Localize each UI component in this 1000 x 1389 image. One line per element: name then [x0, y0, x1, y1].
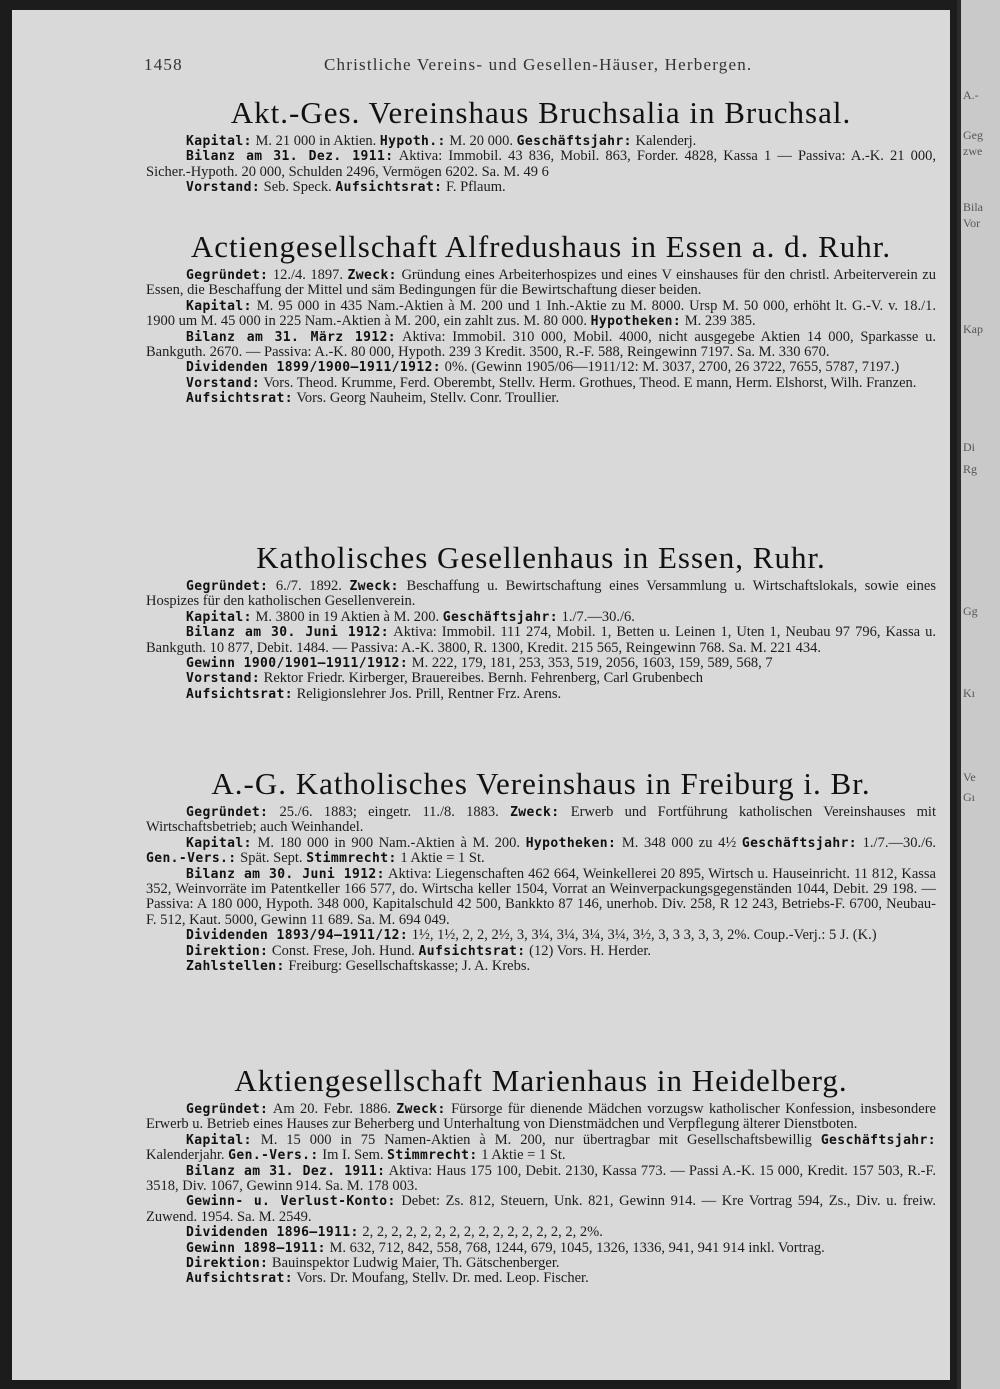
- field-label: Vorstand:: [186, 375, 261, 391]
- adjacent-page-fragment: A.-: [963, 88, 979, 102]
- field-label: Gegründet:: [186, 805, 269, 820]
- field-text: M. 222, 179, 181, 253, 353, 519, 2056, 1603, 159, 589, 568, 7: [408, 655, 773, 672]
- field-label: Gewinn 1900/1901—1911/1912:: [186, 656, 409, 672]
- page-number: 1458: [144, 55, 183, 74]
- field-label: Aufsichtsrat:: [186, 1271, 293, 1287]
- field-label: Hypotheken:: [525, 835, 617, 851]
- company-entry-alfredushaus: [146, 228, 936, 407]
- entry-paragraph: [146, 376, 936, 391]
- field-text: M. 348 000 zu 4½: [616, 834, 742, 851]
- field-label: Bilanz am 31. Dez. 1911:: [186, 149, 394, 165]
- field-label: Kapital:: [186, 134, 252, 149]
- field-label: Bilanz am 31. Dez. 1911:: [186, 1163, 386, 1179]
- field-text: Const. Frese, Joh. Hund.: [268, 942, 419, 959]
- field-label: Kapital:: [186, 609, 252, 625]
- adjacent-page-fragment: zwe: [963, 144, 983, 158]
- field-label: Gegründet:: [186, 268, 269, 283]
- field-label: Kapital:: [186, 1132, 252, 1148]
- field-text: Vors. Theod. Krumme, Ferd. Oberembt, Stellv. Herm. Grothues, Theod. E mann, Herm. Elshorst, Wilh. Franzen.: [260, 374, 917, 391]
- field-text: Beschaffung u. Bewirtschaftung eines Versammlung u. Wirtschaftslokals, sowie eines Hospizes für den katholischen Gesellenverein.: [146, 578, 936, 610]
- entry-paragraph: [146, 805, 936, 836]
- entry-paragraph: [146, 1133, 936, 1164]
- company-title: Aktiengesellschaft Marienhaus in Heidelberg.: [234, 1063, 848, 1098]
- field-text: Aktiva: Immobil. 43 836, Mobil. 863, Forder. 4828, Kassa 1 — Passiva: A.-K. 21 000, Sicher.-Hypoth. 20 000, Schulden 2496, Vermögen 6202. Sa. M. 49 6: [146, 148, 936, 180]
- field-label: Bilanz am 31. März 1912:: [186, 329, 397, 345]
- field-label: Kapital:: [186, 298, 252, 314]
- adjacent-page-fragment: Gı: [963, 790, 975, 804]
- field-text: 1½, 1½, 2, 2, 2½, 3, 3¼, 3¼, 3¼, 3¼, 3½, 3, 3 3, 3, 3, 2%. Coup.-Verj.: 5 J. (K.): [408, 927, 877, 944]
- adjacent-page-fragments: [963, 0, 999, 1389]
- field-label: Geschäftsjahr:: [741, 835, 858, 851]
- field-label: Aufsichtsrat:: [335, 180, 443, 196]
- field-text: M. 180 000 in 900 Nam.-Aktien à M. 200.: [251, 834, 526, 851]
- field-label: Zweck:: [396, 1102, 446, 1117]
- field-label: Gewinn- u. Verlust-Konto:: [186, 1194, 396, 1210]
- entry-paragraph: [146, 330, 936, 361]
- field-text: M. 15 000 in 75 Namen-Aktien à M. 200, nur übertragbar mit Gesellschaftsbewillig: [251, 1131, 821, 1148]
- field-label: Vorstand:: [186, 180, 261, 196]
- entry-paragraph: [146, 299, 936, 330]
- field-label: Stimmrecht:: [306, 851, 397, 867]
- adjacent-page-fragment: Kı: [963, 686, 975, 700]
- entry-paragraph: [146, 134, 936, 149]
- field-label: Gewinn 1898—1911:: [186, 1240, 326, 1256]
- field-text: Aktiva: Immobil. 310 000, Mobil. 4000, nicht ausgegebe Aktien 14 000, Sparkasse u. Bankguth. 2670. — Passiva: A.-K. 80 000, Hypoth. 239 3 Kredit. 3500, R.-F. 588, Reingewinn 7197. Sa. M. 330 670.: [146, 328, 936, 361]
- adjacent-page-fragment: Bila: [963, 200, 983, 214]
- field-text: 1 Aktie = 1 St.: [396, 850, 485, 867]
- field-text: (12) Vors. H. Herder.: [525, 942, 651, 959]
- entry-paragraph: [146, 836, 936, 867]
- entry-paragraph: [146, 928, 936, 943]
- entry-paragraph: [146, 1256, 936, 1271]
- field-label: Zweck:: [349, 579, 399, 594]
- entry-paragraph: [146, 1271, 936, 1286]
- field-text: Kalenderj.: [631, 133, 697, 149]
- field-label: Gegründet:: [186, 1102, 269, 1117]
- adjacent-page-fragment: Ve: [963, 770, 976, 784]
- field-label: Dividenden 1896—1911:: [186, 1225, 359, 1241]
- company-title: Akt.-Ges. Vereinshaus Bruchsalia in Bruchsal.: [230, 95, 852, 130]
- field-label: Gen.-Vers.:: [228, 1148, 319, 1164]
- field-text: 2, 2, 2, 2, 2, 2, 2, 2, 2, 2, 2, 2, 2, 2, 2, 2%.: [358, 1224, 603, 1241]
- field-text: Vors. Georg Nauheim, Stellv. Conr. Troullier.: [292, 390, 560, 407]
- adjacent-page-fragment: Gg: [963, 604, 978, 618]
- entry-paragraph: [146, 391, 936, 406]
- field-text: Aktiva: Liegenschaften 462 664, Weinkellerei 20 895, Wirtsch u. Hauseinricht. 11 812, Kassa 352, Weinvorräte im Patentkeller 166 577, do. Wirtscha keller 1504, Vorrat an Weinverpackungsgegenständen 1044, Debit. 29 198. — Passiva: A 180 000, Hypoth. 348 000, Kapitalschuld 42 500, Bankkto 87 146, unerhob. Div. 258, R 12 243, Betriebs-F. 6700, Neubau-F. 512, Kaut. 5000, Gewinn 11 689. Sa. M. 694 049.: [146, 865, 936, 928]
- field-label: Gegründet:: [186, 579, 269, 594]
- field-label: Kapital:: [186, 835, 252, 851]
- adjacent-page-fragment: Rg: [963, 462, 978, 476]
- field-label: Hypoth.:: [379, 134, 446, 149]
- field-text: Rektor Friedr. Kirberger, Brauereibes. Bernh. Fehrenberg, Carl Grubenbech: [260, 670, 704, 687]
- field-label: Bilanz am 30. Juni 1912:: [186, 625, 390, 641]
- entry-paragraph: [146, 268, 936, 299]
- entry-body: [146, 579, 936, 702]
- field-label: Dividenden 1899/1900—1911/1912:: [186, 360, 442, 376]
- company-entry-vereinshaus-freiburg: [146, 765, 936, 974]
- field-label: Direktion:: [186, 943, 269, 959]
- field-text: M. 632, 712, 842, 558, 768, 1244, 679, 1045, 1326, 1336, 941, 941 914 inkl. Vortrag.: [325, 1239, 825, 1256]
- entry-paragraph: [146, 579, 936, 610]
- field-text: M. 239 385.: [681, 313, 756, 330]
- adjacent-page-fragment: Di: [963, 440, 975, 454]
- field-text: 1./7.—30./6.: [857, 834, 936, 851]
- entry-paragraph: [146, 1241, 936, 1256]
- field-label: Aufsichtsrat:: [186, 686, 293, 702]
- field-label: Geschäftsjahr:: [820, 1132, 936, 1148]
- field-text: M. 20 000.: [445, 133, 517, 149]
- field-text: 1./7.—30./6.: [557, 608, 635, 625]
- field-text: Erwerb und Fortführung katholischen Vereinshauses mit Wirtschaftsbetrieb; auch Weinhandel.: [146, 804, 936, 836]
- entry-paragraph: [146, 656, 936, 671]
- field-text: 1 Aktie = 1 St.: [477, 1147, 566, 1164]
- field-text: Am 20. Febr. 1886.: [268, 1101, 397, 1117]
- entry-paragraph: [146, 360, 936, 375]
- field-label: Aufsichtsrat:: [418, 943, 526, 959]
- field-text: Aktiva: Immobil. 111 274, Mobil. 1, Betten u. Leinen 1, Uten 1, Neubau 97 796, Kassa u. Bankguth. 10 877, Debit. 1484. — Passiva: A.-K. 3800, R. 1300, Kredit. 215 565, Reingewinn 768. Sa. M. 221 434.: [146, 624, 936, 656]
- adjacent-page-fragment: Geg: [963, 128, 983, 142]
- field-text: M. 21 000 in Aktien.: [251, 133, 380, 149]
- field-text: Spät. Sept.: [236, 850, 307, 867]
- company-title: A.-G. Katholisches Vereinshaus in Freiburg i. Br.: [211, 766, 871, 801]
- field-text: Religionslehrer Jos. Prill, Rentner Frz. Arens.: [292, 685, 562, 702]
- entry-paragraph: [146, 610, 936, 625]
- field-text: Bauinspektor Ludwig Maier, Th. Gätschenberger.: [268, 1255, 560, 1272]
- field-label: Geschäftsjahr:: [516, 134, 632, 149]
- company-entry-bruchsalia: [146, 94, 936, 196]
- company-title: Katholisches Gesellenhaus in Essen, Ruhr.: [256, 540, 826, 575]
- field-label: Aufsichtsrat:: [186, 391, 293, 407]
- field-label: Stimmrecht:: [387, 1148, 478, 1164]
- entry-paragraph: [146, 687, 936, 702]
- field-text: Im I. Sem.: [318, 1147, 388, 1164]
- field-text: Fürsorge für dienende Mädchen vorzugsw katholischer Konfession, insbesondere Erwerb u. Betrieb eines Hauses zur Beherberg und Unterhaltung von Dienstmädchen und Verpflegung älterer Dienstboten.: [146, 1101, 936, 1133]
- field-label: Zweck:: [510, 805, 560, 820]
- field-label: Direktion:: [186, 1256, 269, 1272]
- field-label: Vorstand:: [186, 671, 261, 687]
- field-text: 0%. (Gewinn 1905/06—1911/12: M. 3037, 2700, 26 3722, 7655, 5787, 7197.): [441, 359, 900, 376]
- entry-paragraph: [146, 867, 936, 929]
- field-text: Seb. Speck.: [260, 179, 336, 196]
- field-text: Freiburg: Gesellschaftskasse; J. A. Krebs.: [284, 958, 531, 975]
- field-label: Geschäftsjahr:: [442, 609, 558, 625]
- entry-paragraph: [146, 1225, 936, 1240]
- adjacent-page-fragment: Kap: [963, 322, 983, 336]
- running-head-title: Christliche Vereins- und Gesellen-Häuser, Herbergen.: [324, 55, 753, 74]
- field-text: M. 95 000 in 435 Nam.-Aktien à M. 200 und 1 Inh.-Aktie zu M. 8000. Ursp M. 50 000, erhöht lt. G.-V. v. 18./1. 1900 um M. 45 000 in 225 Nam.-Aktien à M. 200, ein zahlt zus. M. 80 000.: [146, 297, 936, 330]
- field-text: M. 3800 in 19 Aktien à M. 200.: [251, 608, 443, 625]
- entry-paragraph: [146, 959, 936, 974]
- entry-paragraph: [146, 625, 936, 656]
- field-text: Aktiva: Haus 175 100, Debit. 2130, Kassa 773. — Passi A.-K. 15 000, Kredit. 157 503, R.-F. 3518, Div. 1067, Gewinn 914. Sa. M. 178 003.: [146, 1162, 936, 1195]
- entry-paragraph: [146, 149, 936, 180]
- field-text: 6./7. 1892.: [268, 578, 350, 594]
- entry-paragraph: [146, 671, 936, 686]
- field-label: Bilanz am 30. Juni 1912:: [186, 866, 385, 882]
- field-label: Gen.-Vers.:: [146, 851, 237, 867]
- field-text: 12./4. 1897.: [268, 267, 348, 283]
- company-title: Actiengesellschaft Alfredushaus in Essen a. d. Ruhr.: [190, 229, 892, 264]
- company-entry-marienhaus-heidelberg: [146, 1062, 936, 1287]
- field-text: Kalenderjahr.: [146, 1147, 229, 1164]
- field-label: Zahlstellen:: [186, 959, 285, 975]
- entry-body: [146, 134, 936, 196]
- field-text: Debet: Zs. 812, Steuern, Unk. 821, Gewinn 914. — Kre Vortrag 594, Zs., Div. u. freiw. Zuwend. 1954. Sa. M. 2549.: [146, 1193, 937, 1225]
- field-label: Dividenden 1893/94—1911/12:: [186, 928, 409, 944]
- entry-paragraph: [146, 180, 936, 195]
- entry-paragraph: [146, 944, 936, 959]
- entry-paragraph: [146, 1164, 936, 1195]
- entry-paragraph: [146, 1194, 936, 1225]
- adjacent-page-edge: [957, 0, 1000, 1389]
- field-label: Zweck:: [347, 268, 397, 283]
- entry-body: [146, 1102, 936, 1287]
- entry-body: [146, 268, 936, 407]
- field-text: Gründung eines Arbeiterhospizes und eines V einshauses für den christl. Arbeiterverein zu Essen, die Beschaffung der Mittel und säm Bedingungen für die Bewirtschaftung dieser beiden.: [146, 267, 936, 299]
- entry-body: [146, 805, 936, 974]
- field-label: Hypotheken:: [590, 314, 682, 330]
- field-text: Vors. Dr. Moufang, Stellv. Dr. med. Leop. Fischer.: [292, 1270, 589, 1287]
- entry-paragraph: [146, 1102, 936, 1133]
- field-text: F. Pflaum.: [442, 179, 506, 196]
- adjacent-page-fragment: Vor: [963, 216, 981, 230]
- scanned-page: [12, 10, 950, 1380]
- company-entry-gesellenhaus-essen: [146, 539, 936, 702]
- field-text: 25./6. 1883; eingetr. 11./8. 1883.: [268, 804, 511, 820]
